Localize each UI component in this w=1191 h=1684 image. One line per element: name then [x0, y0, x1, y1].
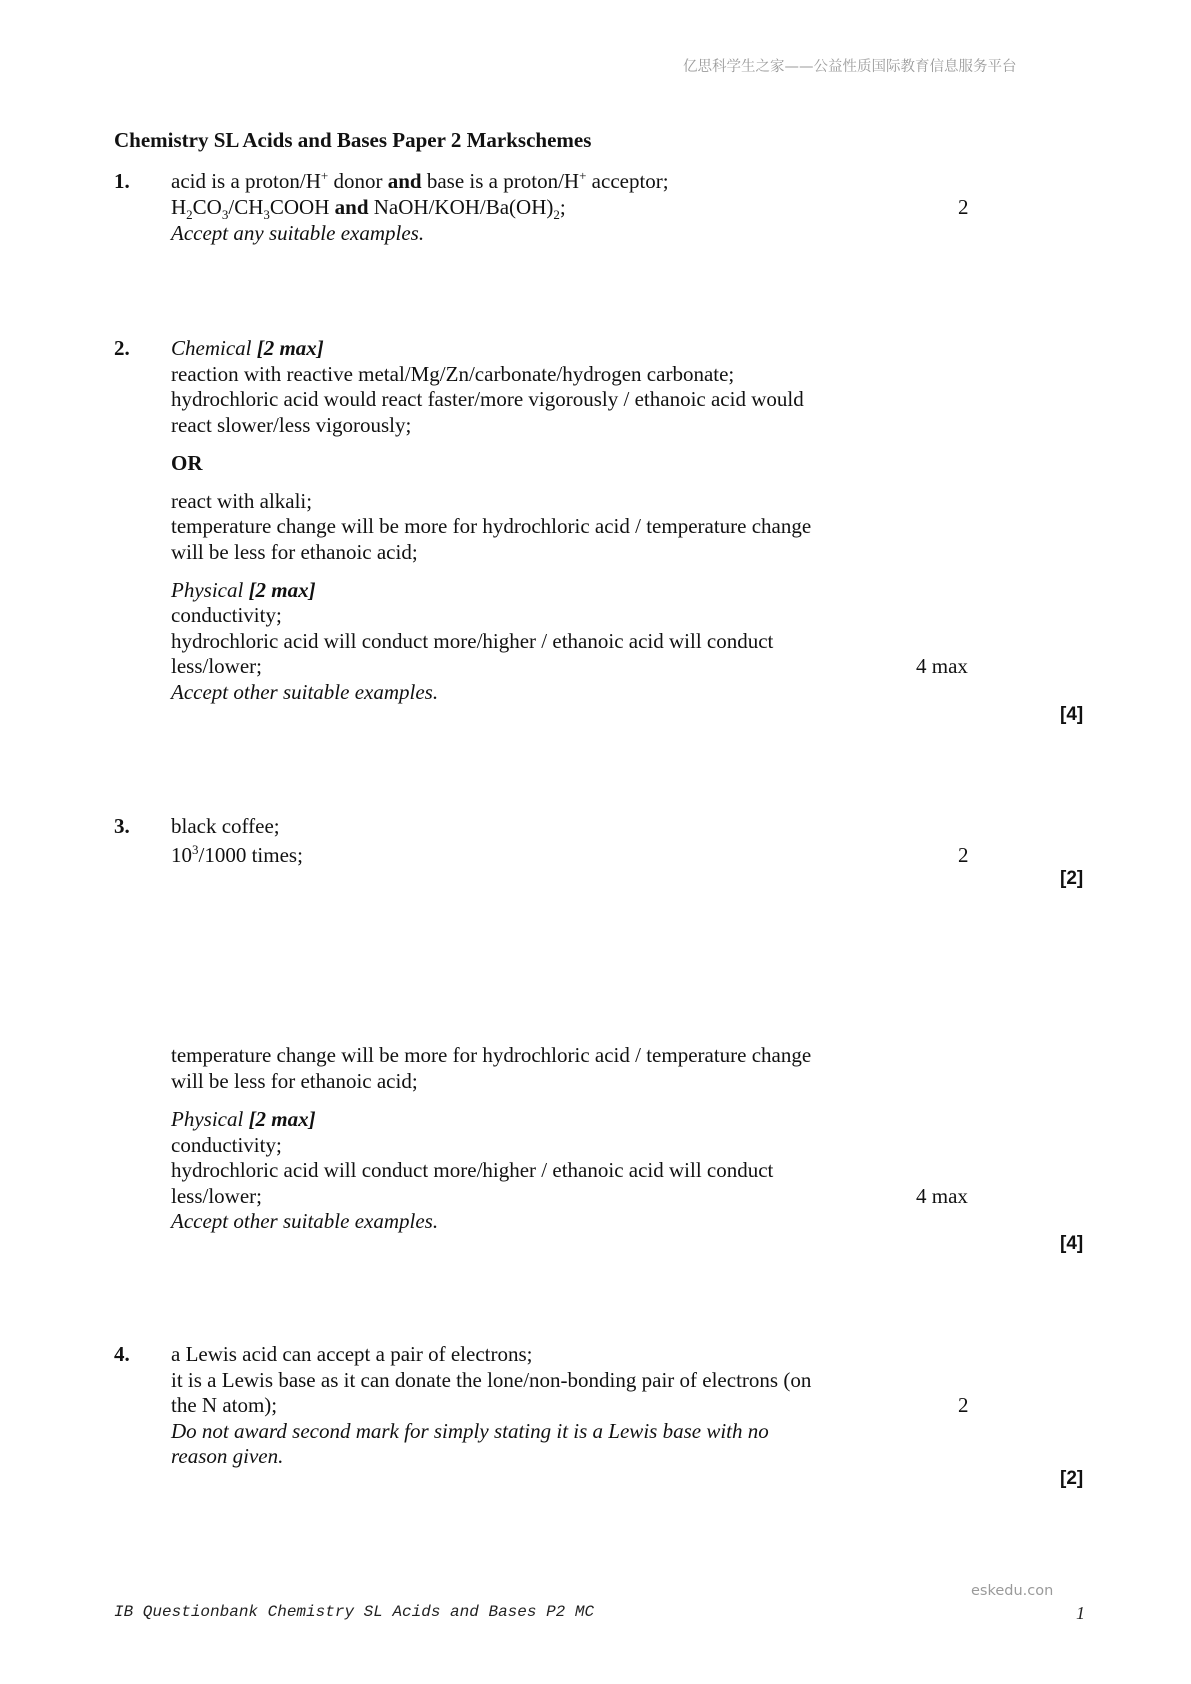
q4-line-2: it is a Lewis base as it can donate the lone/non-bonding pair of electrons (on	[171, 1368, 812, 1392]
q2-chemical-heading: Chemical [2 max]	[171, 336, 324, 360]
bottom-watermark: eskedu.con	[971, 1583, 1054, 1599]
q2-phys-line-2: hydrochloric acid will conduct more/higher / ethanoic acid will conduct	[171, 629, 774, 653]
rep-mark: 4 max	[916, 1184, 968, 1208]
q2-alt-line-1: react with alkali;	[171, 489, 313, 513]
q3-line-2: $10^3/1000$ times;	[171, 842, 303, 867]
top-watermark: 亿思科学生之家——公益性质国际教育信息服务平台	[683, 59, 1017, 75]
q1-note: Accept any suitable examples.	[171, 221, 425, 245]
question-4-number: 4.	[114, 1342, 130, 1366]
rep-total: [4]	[1060, 1233, 1084, 1254]
q4-note-line-1: Do not award second mark for simply stating it is a Lewis base with no	[171, 1419, 769, 1443]
q2-alt-line-2: temperature change will be more for hydrochloric acid / temperature change	[171, 514, 812, 538]
question-2-number: 2.	[114, 336, 130, 360]
document-title: Chemistry SL Acids and Bases Paper 2 Markschemes	[114, 128, 592, 152]
q1-line-1: acid is a proton/H+ donor and base is a proton/H+ acceptor;	[171, 168, 669, 193]
q4-total: [2]	[1060, 1468, 1084, 1489]
rep-phys-line-3: less/lower;	[171, 1184, 262, 1208]
q2-chem-line-1: reaction with reactive metal/Mg/Zn/carbonate/hydrogen carbonate;	[171, 362, 735, 386]
q2-mark: 4 max	[916, 654, 968, 678]
question-3-number: 3.	[114, 814, 130, 838]
q2-or: OR	[171, 451, 203, 475]
q3-line-1: black coffee;	[171, 814, 280, 838]
page-number: 1	[1076, 1603, 1085, 1623]
question-1-number: 1.	[114, 169, 130, 193]
q3-total: [2]	[1060, 868, 1084, 889]
rep-line-2: will be less for ethanoic acid;	[171, 1069, 418, 1093]
q3-mark: 2	[958, 843, 969, 867]
rep-physical-heading: Physical [2 max]	[171, 1107, 316, 1131]
q1-line-2: $H_2CO_3/CH_3COOH$ and NaOH/$KOH/Ba(OH)_2$;	[171, 195, 566, 223]
q2-chem-line-3: react slower/less vigorously;	[171, 413, 412, 437]
rep-phys-line-1: conductivity;	[171, 1133, 282, 1157]
rep-phys-line-2: hydrochloric acid will conduct more/higher / ethanoic acid will conduct	[171, 1158, 774, 1182]
q4-line-3: the N atom);	[171, 1393, 278, 1417]
q2-physical-heading: Physical [2 max]	[171, 578, 316, 602]
rep-note: Accept other suitable examples.	[171, 1209, 439, 1233]
q4-line-1: a Lewis acid can accept a pair of electrons;	[171, 1342, 533, 1366]
q4-mark: 2	[958, 1393, 969, 1417]
q4-note-line-2: reason given.	[171, 1444, 284, 1468]
q1-mark: 2	[958, 195, 969, 219]
q2-chem-line-2: hydrochloric acid would react faster/more vigorously / ethanoic acid would	[171, 387, 804, 411]
q2-phys-line-1: conductivity;	[171, 603, 282, 627]
rep-line-1: temperature change will be more for hydrochloric acid / temperature change	[171, 1043, 812, 1067]
q2-alt-line-3: will be less for ethanoic acid;	[171, 540, 418, 564]
q2-note: Accept other suitable examples.	[171, 680, 439, 704]
q2-phys-line-3: less/lower;	[171, 654, 262, 678]
q2-total: [4]	[1060, 704, 1084, 725]
footer-source: IB Questionbank Chemistry SL Acids and Bases P2 MC	[114, 1603, 595, 1621]
